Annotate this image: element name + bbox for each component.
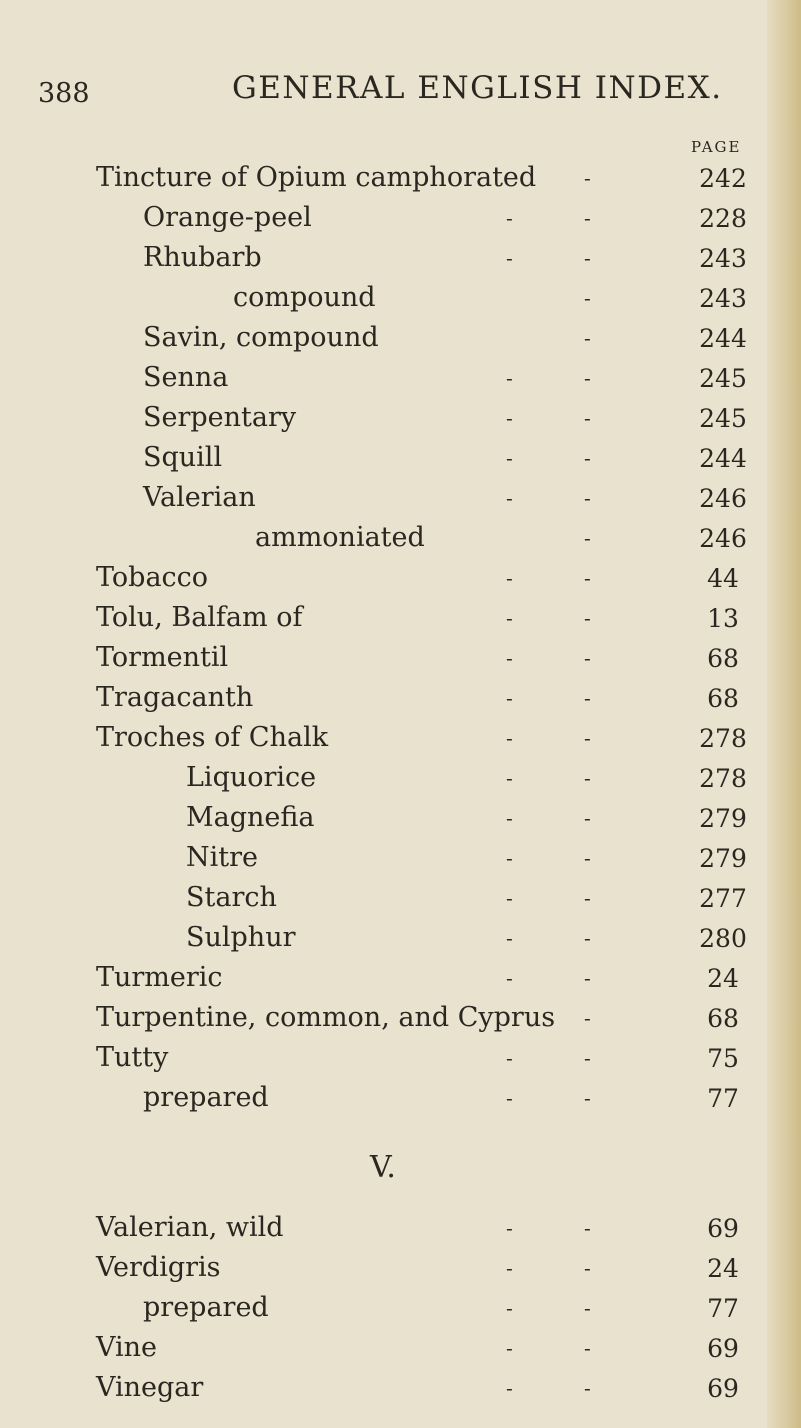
entry-term: Tolu, Balfam of bbox=[96, 602, 303, 633]
leader-dash: - bbox=[584, 326, 591, 350]
leader-dash: - bbox=[584, 286, 591, 310]
entry-term: Savin, compound bbox=[143, 322, 379, 353]
entry-page: 68 bbox=[707, 1004, 739, 1033]
leader-dash: - bbox=[584, 1336, 591, 1360]
entry-page: 244 bbox=[699, 324, 747, 353]
entry-term: Serpentary bbox=[143, 402, 297, 433]
index-entry bbox=[0, 1002, 801, 1042]
entry-term: Verdigris bbox=[96, 1252, 221, 1283]
entry-term: Squill bbox=[143, 442, 223, 473]
leader-dash: - bbox=[584, 566, 591, 590]
index-entry bbox=[0, 1372, 801, 1412]
index-entry bbox=[0, 1292, 801, 1332]
leader-dash: - bbox=[584, 1086, 591, 1110]
entry-term: Magnefia bbox=[186, 802, 315, 833]
leader-dash: - bbox=[584, 246, 591, 270]
leader-dash: - bbox=[506, 1216, 513, 1240]
entry-page: 246 bbox=[699, 524, 747, 553]
index-entry bbox=[0, 202, 801, 242]
leader-dash: - bbox=[506, 446, 513, 470]
leader-dash: - bbox=[506, 366, 513, 390]
entry-term: Tobacco bbox=[96, 562, 209, 593]
leader-dash: - bbox=[506, 1376, 513, 1400]
leader-dash: - bbox=[584, 1256, 591, 1280]
leader-dash: - bbox=[506, 1296, 513, 1320]
entry-page: 245 bbox=[699, 404, 747, 433]
index-entry bbox=[0, 1332, 801, 1372]
leader-dash: - bbox=[506, 566, 513, 590]
index-entry bbox=[0, 362, 801, 402]
entry-term: Orange-peel bbox=[143, 202, 312, 233]
entry-page: 68 bbox=[707, 644, 739, 673]
index-entry bbox=[0, 1082, 801, 1122]
leader-dash: - bbox=[584, 766, 591, 790]
entry-page: 44 bbox=[707, 564, 739, 593]
entry-page: 77 bbox=[707, 1084, 739, 1113]
entry-term: Liquorice bbox=[186, 762, 317, 793]
entry-page: 24 bbox=[707, 964, 739, 993]
entry-page: 243 bbox=[699, 244, 747, 273]
index-entry bbox=[0, 682, 801, 722]
leader-dash: - bbox=[506, 246, 513, 270]
leader-dash: - bbox=[584, 406, 591, 430]
leader-dash: - bbox=[506, 806, 513, 830]
index-entry bbox=[0, 1212, 801, 1252]
entry-term: Valerian, wild bbox=[96, 1212, 284, 1243]
entry-page: 280 bbox=[699, 924, 747, 953]
leader-dash: - bbox=[506, 1256, 513, 1280]
entry-page: 69 bbox=[707, 1374, 739, 1403]
entry-term: Valerian bbox=[143, 482, 256, 513]
leader-dash: - bbox=[584, 646, 591, 670]
entry-term: Tormentil bbox=[96, 642, 229, 673]
entry-term: Turmeric bbox=[96, 962, 223, 993]
leader-dash: - bbox=[584, 686, 591, 710]
leader-dash: - bbox=[506, 1086, 513, 1110]
page-column-label: PAGE bbox=[691, 138, 742, 156]
entry-term: Tincture of Opium camphorated bbox=[96, 162, 537, 193]
leader-dash: - bbox=[584, 806, 591, 830]
index-entry bbox=[0, 922, 801, 962]
leader-dash: - bbox=[506, 886, 513, 910]
entry-term: Tutty bbox=[96, 1042, 169, 1073]
entry-page: 246 bbox=[699, 484, 747, 513]
entry-page: 69 bbox=[707, 1334, 739, 1363]
leader-dash: - bbox=[584, 206, 591, 230]
leader-dash: - bbox=[506, 766, 513, 790]
entry-page: 75 bbox=[707, 1044, 739, 1073]
index-entry bbox=[0, 642, 801, 682]
entry-page: 279 bbox=[699, 844, 747, 873]
leader-dash: - bbox=[506, 646, 513, 670]
entry-term: Rhubarb bbox=[143, 242, 262, 273]
leader-dash: - bbox=[584, 486, 591, 510]
leader-dash: - bbox=[506, 846, 513, 870]
index-entry bbox=[0, 802, 801, 842]
entry-term: Troches of Chalk bbox=[96, 722, 329, 753]
entry-page: 69 bbox=[707, 1214, 739, 1243]
entry-term: compound bbox=[233, 282, 376, 313]
leader-dash: - bbox=[584, 1296, 591, 1320]
entry-page: 278 bbox=[699, 724, 747, 753]
leader-dash: - bbox=[506, 966, 513, 990]
leader-dash: - bbox=[584, 966, 591, 990]
index-entry bbox=[0, 562, 801, 602]
leader-dash: - bbox=[506, 606, 513, 630]
entry-page: 228 bbox=[699, 204, 747, 233]
leader-dash: - bbox=[506, 1336, 513, 1360]
leader-dash: - bbox=[506, 486, 513, 510]
entry-page: 24 bbox=[707, 1254, 739, 1283]
entry-term: Senna bbox=[143, 362, 229, 393]
index-entry bbox=[0, 402, 801, 442]
leader-dash: - bbox=[584, 846, 591, 870]
leader-dash: - bbox=[584, 926, 591, 950]
leader-dash: - bbox=[506, 406, 513, 430]
index-entry bbox=[0, 522, 801, 562]
index-entry bbox=[0, 282, 801, 322]
leader-dash: - bbox=[506, 686, 513, 710]
leader-dash: - bbox=[506, 1046, 513, 1070]
index-entry bbox=[0, 482, 801, 522]
leader-dash: - bbox=[506, 926, 513, 950]
leader-dash: - bbox=[584, 1216, 591, 1240]
leader-dash: - bbox=[584, 726, 591, 750]
index-entry bbox=[0, 162, 801, 202]
index-entry bbox=[0, 1252, 801, 1292]
entry-page: 68 bbox=[707, 684, 739, 713]
index-entry bbox=[0, 322, 801, 362]
entry-term: Starch bbox=[186, 882, 277, 913]
entry-term: Vinegar bbox=[96, 1372, 204, 1403]
index-entry bbox=[0, 882, 801, 922]
entry-term: Turpentine, common, and Cyprus bbox=[96, 1002, 556, 1033]
section-letter: V. bbox=[370, 1150, 396, 1185]
leader-dash: - bbox=[584, 1006, 591, 1030]
entry-page: 13 bbox=[707, 604, 739, 633]
entry-term: Tragacanth bbox=[96, 682, 254, 713]
leader-dash: - bbox=[584, 166, 591, 190]
index-entry bbox=[0, 242, 801, 282]
entry-term: ammoniated bbox=[255, 522, 425, 553]
leader-dash: - bbox=[584, 366, 591, 390]
leader-dash: - bbox=[584, 1046, 591, 1070]
entry-page: 277 bbox=[699, 884, 747, 913]
entry-page: 245 bbox=[699, 364, 747, 393]
leader-dash: - bbox=[506, 726, 513, 750]
entry-term: Vine bbox=[96, 1332, 158, 1363]
leader-dash: - bbox=[506, 206, 513, 230]
index-entry bbox=[0, 962, 801, 1002]
index-entry bbox=[0, 842, 801, 882]
page-header bbox=[0, 70, 801, 110]
index-entry bbox=[0, 602, 801, 642]
index-entry bbox=[0, 722, 801, 762]
entry-page: 242 bbox=[699, 164, 747, 193]
leader-dash: - bbox=[584, 1376, 591, 1400]
page-number: 388 bbox=[38, 78, 90, 109]
index-entry bbox=[0, 442, 801, 482]
leader-dash: - bbox=[584, 606, 591, 630]
entry-term: Nitre bbox=[186, 842, 258, 873]
entry-page: 279 bbox=[699, 804, 747, 833]
entry-page: 77 bbox=[707, 1294, 739, 1323]
entry-term: prepared bbox=[143, 1292, 269, 1323]
entry-term: prepared bbox=[143, 1082, 269, 1113]
leader-dash: - bbox=[584, 886, 591, 910]
entry-page: 244 bbox=[699, 444, 747, 473]
entry-term: Sulphur bbox=[186, 922, 296, 953]
running-title: GENERAL ENGLISH INDEX. bbox=[232, 70, 723, 106]
entry-page: 243 bbox=[699, 284, 747, 313]
index-entry bbox=[0, 762, 801, 802]
index-entry bbox=[0, 1042, 801, 1082]
entry-page: 278 bbox=[699, 764, 747, 793]
leader-dash: - bbox=[584, 446, 591, 470]
leader-dash: - bbox=[584, 526, 591, 550]
